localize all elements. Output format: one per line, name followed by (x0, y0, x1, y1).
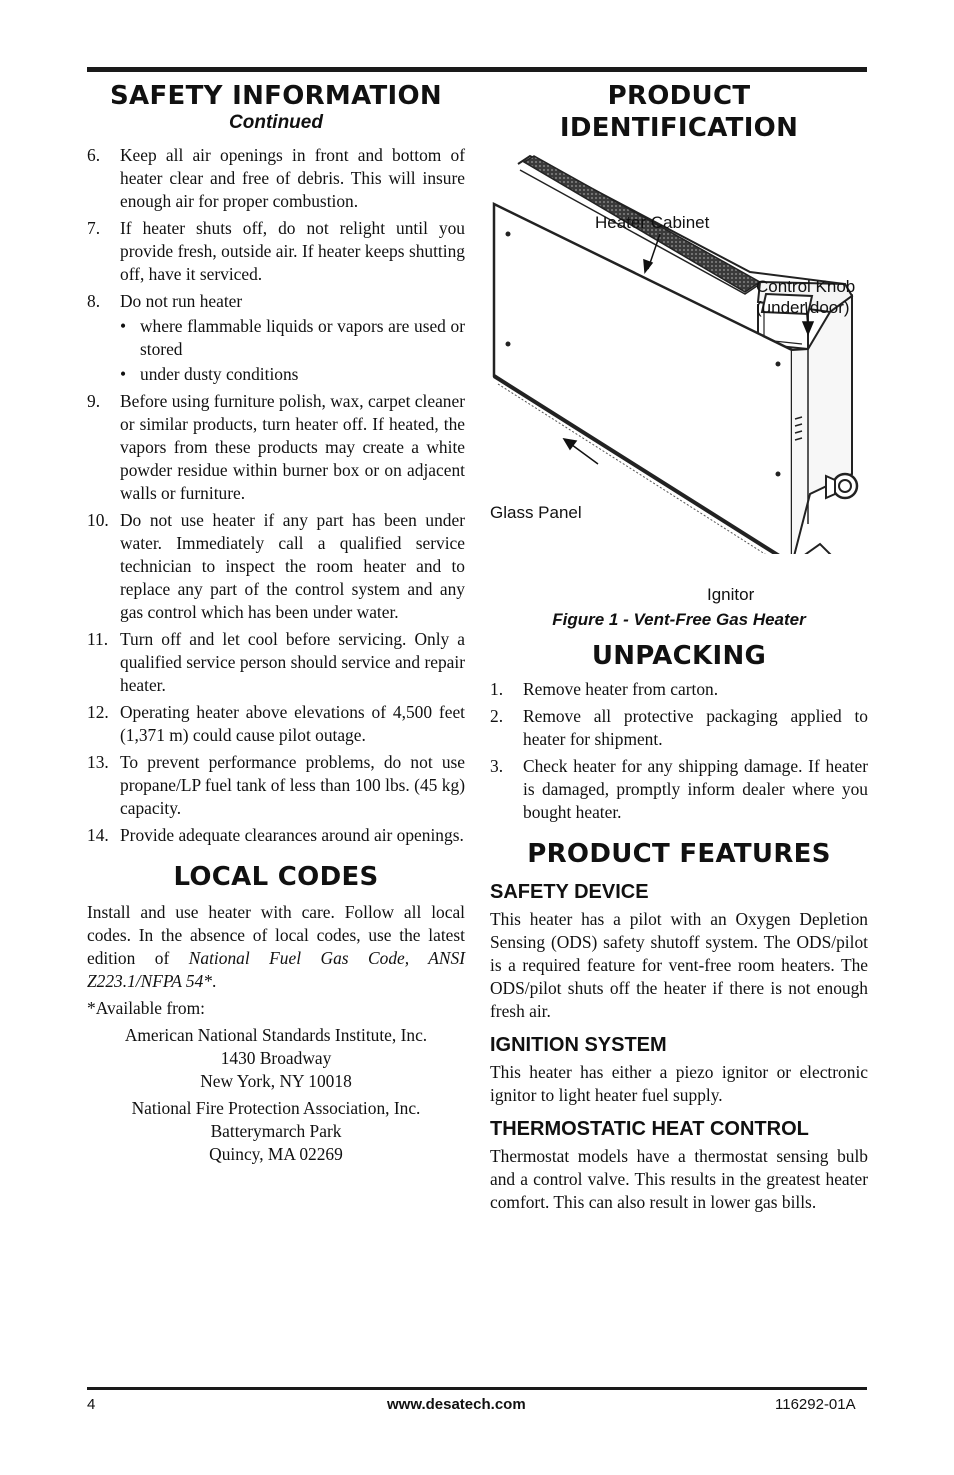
list-item: 6. Keep all air openings in front and bottom of heater clear and free of debris. This will insure enough air for proper combustion. (87, 145, 465, 211)
left-column (87, 80, 465, 1170)
label-heater-cabinet: Heater Cabinet (595, 213, 710, 232)
bullet-item: • under dusty conditions (120, 364, 299, 384)
ignitor-knob-icon (826, 474, 857, 498)
label-glass-panel: Glass Panel (490, 503, 582, 522)
right-column (490, 80, 868, 1218)
thermostatic-text: Thermostat models have a thermostat sensing bulb and a control valve. This results in the greatest heater comfort. This can also result in lower gas bills. (490, 1146, 868, 1212)
list-item: 13. To prevent performance problems, do not use propane/LP fuel tank of less than 100 lbs. (45 kg) capacity. (87, 752, 465, 818)
ignition-system-heading: IGNITION SYSTEM (490, 1034, 667, 1056)
local-codes-title: LOCAL CODES (173, 862, 379, 892)
list-item: 7. If heater shuts off, do not relight until you provide fresh, outside air. If heater keeps shutting off, have it serviced. (87, 218, 465, 284)
bullet-list (120, 315, 465, 386)
ignition-system-text: This heater has either a piezo ignitor or electronic ignitor to light heater fuel supply. (490, 1062, 868, 1105)
figure-caption: Figure 1 - Vent-Free Gas Heater (552, 610, 806, 629)
list-item: 10. Do not use heater if any part has been under water. Immediately call a qualified service technician to inspect the room heater and to replace any part of the control system and any gas control which has been under water. (87, 510, 465, 622)
safety-device-text: This heater has a pilot with an Oxygen Depletion Sensing (ODS) safety shutoff system. The ODS/pilot is a required feature for vent-free room heaters. The ODS/pilot shuts off the heater if there is not enough fresh air. (490, 909, 868, 1021)
unpacking-list (490, 678, 868, 824)
list-item: 2. Remove all protective packaging applied to heater for shipment. (490, 706, 868, 749)
nfpa-address: National Fire Protection Association, Inc. Batterymarch Park Quincy, MA 02269 (131, 1098, 421, 1164)
top-rule (87, 67, 867, 72)
list-item: 8. Do not run heater • where flammable liquids or vapors are used or stored • under dusty conditions (87, 291, 465, 384)
label-control-knob: Control Knob (under door) (756, 277, 856, 317)
local-codes-paragraph: Install and use heater with care. Follow all local codes. In the absence of local codes, use the latest edition of National Fuel Gas Code, ANSI Z223.1/NFPA 54*. (87, 902, 465, 991)
page-number: 4 (87, 1396, 96, 1413)
safety-list (87, 144, 465, 847)
thermostatic-heading: THERMOSTATIC HEAT CONTROL (490, 1118, 809, 1140)
safety-device-heading: SAFETY DEVICE (490, 881, 649, 903)
available-from: *Available from: (87, 998, 205, 1018)
footer-rule (87, 1387, 867, 1390)
heater-figure (490, 144, 868, 604)
safety-information-title: SAFETY INFORMATION (110, 81, 442, 111)
list-item: 12. Operating heater above elevations of 4,500 feet (1,371 m) could cause pilot outage. (87, 702, 465, 745)
list-item: 11. Turn off and let cool before servicing. Only a qualified service person should service and repair heater. (87, 629, 465, 695)
label-ignitor: Ignitor (707, 585, 755, 604)
list-item: 14. Provide adequate clearances around air openings. (87, 825, 464, 845)
unpacking-title: UNPACKING (591, 641, 767, 671)
list-item: 9. Before using furniture polish, wax, carpet cleaner or similar products, turn heater off. If heated, the vapors from these products may create a white powder residue within burner box or on adjacent walls or furniture. (87, 391, 465, 503)
bullet-item: • where flammable liquids or vapors are used or stored (120, 316, 465, 359)
product-identification-title: PRODUCT IDENTIFICATION (559, 81, 799, 143)
ansi-address: American National Standards Institute, Inc. 1430 Broadway New York, NY 10018 (124, 1025, 428, 1091)
heater-illustration (490, 144, 868, 554)
product-features-title: PRODUCT FEATURES (527, 839, 831, 869)
list-item: 3. Check heater for any shipping damage. If heater is damaged, promptly inform dealer where you bought heater. (490, 756, 868, 822)
document-code: 116292-01A (775, 1396, 856, 1413)
footer-url[interactable]: www.desatech.com (387, 1396, 526, 1413)
list-item: 1. Remove heater from carton. (490, 679, 719, 699)
continued-subtitle: Continued (229, 112, 323, 133)
